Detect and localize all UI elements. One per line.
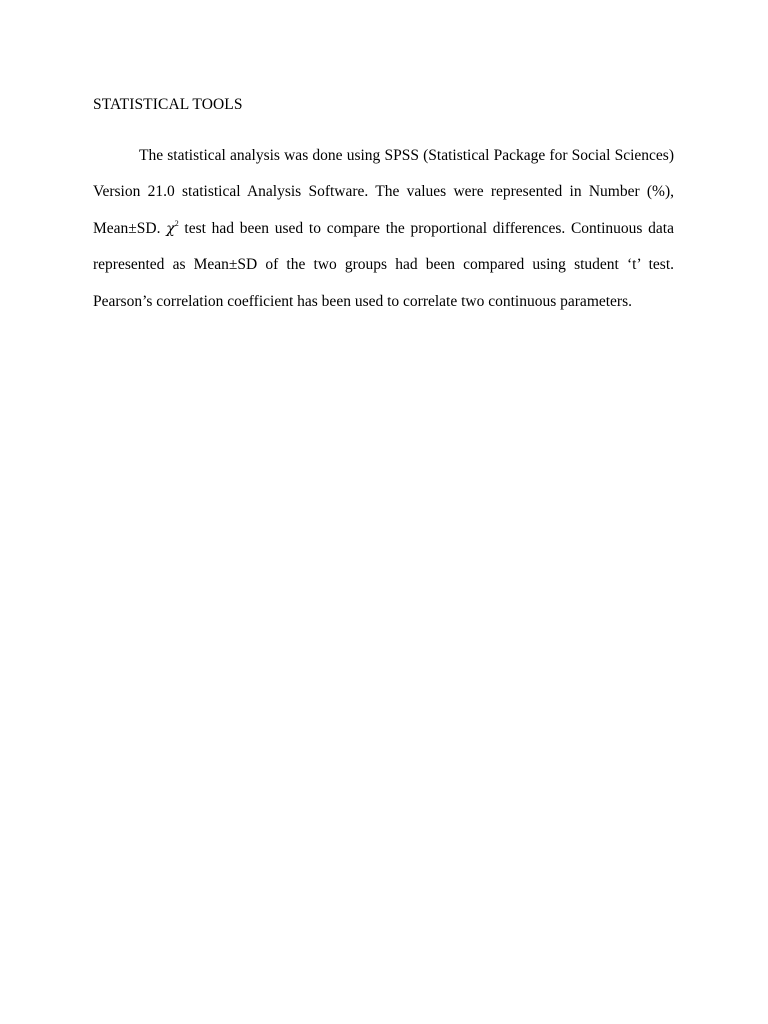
paragraph-text-part-2: test had been used to compare the proportional differences. Continuous data represented as Mean±SD of the two groups had been compared using student ‘t’ test. Pearson’s correlation coefficient has been used to correlate two continuous parameters. — [93, 219, 674, 310]
chi-symbol: χ — [166, 220, 175, 237]
body-paragraph — [93, 138, 674, 320]
chi-superscript: 2 — [174, 218, 179, 228]
section-heading: STATISTICAL TOOLS — [93, 96, 243, 113]
paragraph-text-part-1: The statistical analysis was done using SPSS (Statistical Package for Social Sciences) Version 21.0 statistical Analysis Software. The values were represented in Number (%), Mean±SD. — [93, 147, 674, 237]
